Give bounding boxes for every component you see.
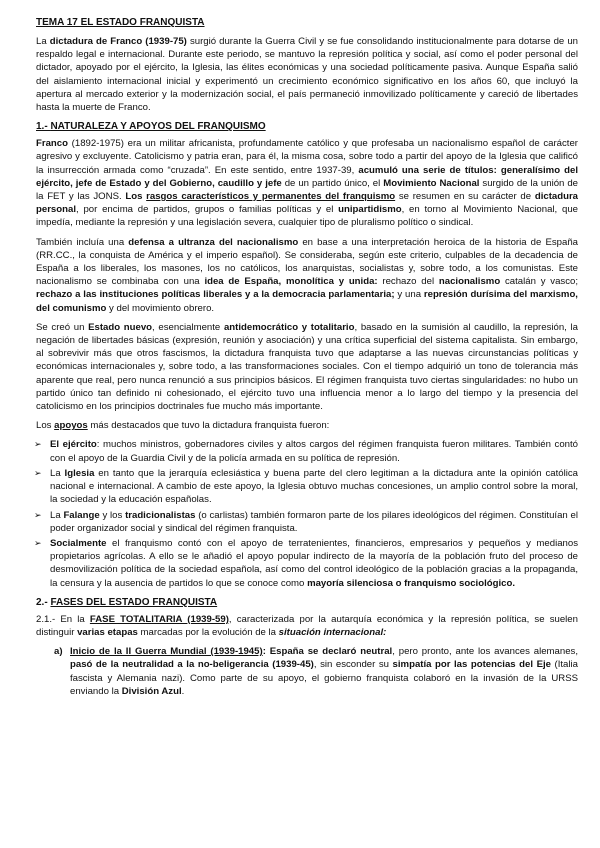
text: También incluía una bbox=[36, 236, 129, 248]
bold-text: Iglesia bbox=[64, 467, 95, 479]
bold-text: acumuló una serie de títulos: generalísimo del ejército, jefe de Estado y del Gobierno, caudillo y jefe bbox=[36, 164, 578, 189]
bold-underlined-text: rasgos característicos y permanentes del franquismo bbox=[146, 191, 396, 203]
bold-text: dictadura personal bbox=[36, 191, 579, 216]
bold-text: nacionalismo bbox=[438, 276, 501, 288]
text: rechazo del bbox=[377, 276, 439, 288]
text: , sin esconder su bbox=[313, 659, 393, 671]
bold-underlined-text: Inicio de la II Guerra Mundial (1939-1945) bbox=[70, 646, 263, 658]
list-marker: a) bbox=[54, 646, 63, 658]
arrow-bullet-icon: ➢ bbox=[34, 537, 42, 548]
text: La bbox=[50, 467, 65, 479]
text: : muchos ministros, gobernadores civiles y altos cargos del régimen franquista fueron militares. También contó con el apoyo de la Guardia Civil y de la policía armada en su política de represión. bbox=[50, 439, 578, 464]
bold-text: El ejército bbox=[50, 439, 97, 451]
text: y del movimiento obrero. bbox=[106, 302, 215, 314]
bold-text: represión durísima del marxismo, del comunismo bbox=[36, 289, 578, 314]
section-2-paragraph-1 bbox=[36, 613, 578, 639]
text: se resumen en su carácter de bbox=[395, 191, 535, 203]
text: . bbox=[181, 685, 185, 697]
text: de un partido único, el bbox=[281, 177, 384, 189]
page-title: TEMA 17 EL ESTADO FRANQUISTA bbox=[36, 17, 205, 28]
bold-text: defensa a ultranza del nacionalismo bbox=[128, 236, 299, 248]
arrow-bullet-icon: ➢ bbox=[34, 509, 42, 520]
section-1-heading bbox=[36, 120, 578, 133]
supports-list bbox=[36, 438, 578, 589]
bold-text: Franco bbox=[36, 138, 68, 150]
section-1-paragraph-4 bbox=[36, 419, 578, 432]
text: , por encima de partidos, grupos o familias políticas y el bbox=[76, 204, 339, 216]
arrow-bullet-icon: ➢ bbox=[34, 467, 42, 478]
bold-text: : España se declaró neutral bbox=[262, 646, 393, 658]
list-item bbox=[36, 438, 578, 464]
bold-underlined-text: FASE TOTALITARIA (1939-59) bbox=[89, 613, 229, 625]
text: , caracterizada por la autarquía económica y la represión política, se suelen distinguir bbox=[36, 613, 578, 638]
bold-text: simpatía por las potencias del Eje bbox=[392, 659, 551, 671]
bold-text: División Azul bbox=[121, 685, 182, 697]
section-2-heading bbox=[36, 596, 578, 609]
bold-underlined-text: apoyos bbox=[54, 420, 88, 432]
text: 2.1.- En la bbox=[36, 613, 90, 625]
text: , esencialmente bbox=[152, 321, 224, 333]
text: en tanto que la jerarquía eclesiástica y buena parte del clero legitiman a la dictadura ante la opinión católica nacional e internacional. A cambio de este apoyo, la Iglesia obtuvo muchas concesiones, un amplio control sobre la moral, la sociedad y la educación españolas. bbox=[50, 467, 578, 506]
section-1-paragraph-1 bbox=[36, 137, 578, 229]
list-item bbox=[36, 467, 578, 507]
section-title: FASES DEL ESTADO FRANQUISTA bbox=[50, 596, 218, 608]
bold-text: Falange bbox=[63, 509, 100, 521]
text: surgió durante la Guerra Civil y se fue consolidando institucionalmente para dotarse de un respaldo legal e internacional. Durante este periodo, se mantuvo la represión política y social, así como el poder personal del dictador, apoyado por el ejército, la Iglesia, las élites económicas y una sociedad políticamente pasiva. Aunque España salió del aislamiento internacional inicial y experimentó un crecimiento económico significativo en los años 60, que incluyó la apertura al mercado exterior y la modernización social, el país permaneció inmovilizado políticamente y careció de libertades hasta la muerte de Franco. bbox=[36, 36, 578, 114]
text: (1892-1975) era un militar africanista, profundamente católico y que profesaba un nacionalismo español de carácter agresivo y excluyente. Catolicismo y patria eran, para él, la misma cosa, sobre todo a partir del apoyo de la Iglesia que calificó la insurrección armada como “cruzada”. En este sentido, entre 1937-39, bbox=[36, 138, 578, 176]
text: más destacados que tuvo la dictadura franquista fueron: bbox=[87, 420, 330, 432]
arrow-bullet-icon: ➢ bbox=[34, 439, 42, 450]
bold-italic-text: situación internacional: bbox=[278, 626, 387, 638]
text: Se creó un bbox=[36, 321, 89, 333]
text: y los bbox=[99, 509, 126, 521]
bold-text: Socialmente bbox=[50, 537, 107, 549]
bold-text: antidemocrático y totalitario bbox=[223, 321, 355, 333]
bold-text: mayoría silenciosa o franquismo sociológico. bbox=[307, 577, 515, 589]
bold-text: tradicionalistas bbox=[125, 509, 196, 521]
text: Los bbox=[36, 420, 55, 432]
text: y una bbox=[394, 289, 424, 301]
text: marcadas por la evolución de la bbox=[137, 626, 279, 638]
list-item bbox=[36, 537, 578, 590]
text: el franquismo contó con el apoyo de terratenientes, financieros, empresarios y pequeños y medianos propietarios agrícolas. A ello se le añadió el apoyo popular indirecto de la mayoría de la población fruto del proceso de desmovilización política de la sociedad española, así como del control ideológico de la población gracias a la propaganda, la censura y la ausencia de partidos lo que se conoce como bbox=[50, 537, 578, 589]
subsection-a bbox=[54, 645, 578, 698]
bold-text: unipartidismo bbox=[338, 204, 402, 216]
section-1-paragraph-3 bbox=[36, 321, 578, 413]
list-item bbox=[36, 509, 578, 535]
bold-text: idea de España, monolítica y unida: bbox=[204, 276, 378, 288]
intro-paragraph bbox=[36, 35, 578, 114]
text: (Italia fascista y Alemania nazi). Como parte de su apoyo, el gobierno franquista colaboró en la invasión de la URSS enviando la bbox=[70, 659, 578, 697]
text: en base a una interpretación heroica de la historia de España (RR.CC., la conquista de América y el imperio español). Se consideraba, según este criterio, culpables de la decadencia de España a los liberales, los masones, los no católicos, los anarquistas, socialistas y, sobre todo, a los comunistas. Este nacionalismo se combinaba con una bbox=[36, 236, 578, 288]
section-title: NATURALEZA Y APOYOS DEL FRANQUISMO bbox=[50, 121, 266, 133]
bold-text: varias etapas bbox=[77, 626, 138, 638]
text: , basado en la sumisión al caudillo, la represión, la negación de libertades básicas (expresión, reunión y asociación) y una crítica superficial del sistema capitalista. Sin embargo, al sobrevivir más que otros fascismos, la dictadura franquista tuvo que adaptarse a las nuevas circunstancias políticas y económicas internacionales y, sobre todo, a las transformaciones sociales. Con el tiempo adquirió un tono de tolerancia más aparente que real, pero nunca renunció a sus principios básicos. El régimen franquista tuvo ciertas singularidades: no hubo un partido único tan definido ni cohesionado, el ejército tuvo una influencia menor a lo largo del tiempo y la presencia del catolicismo en los principios doctrinales fue mucho más importante. bbox=[36, 321, 579, 413]
bold-text: Movimiento Nacional bbox=[383, 177, 480, 189]
section-1-paragraph-2 bbox=[36, 236, 578, 315]
text: catalán y vasco; bbox=[500, 276, 578, 288]
bold-text: dictadura de Franco (1939-75) bbox=[49, 36, 187, 47]
bold-text: pasó de la neutralidad a la no-beligerancia (1939-45) bbox=[70, 659, 314, 671]
text: , en torno al Movimiento Nacional, que impedía, mediante la represión y una legislación severa, cualquier tipo de pluralismo político o sindical. bbox=[36, 204, 578, 229]
text: , pero pronto, ante los avances alemanes, bbox=[392, 646, 579, 658]
bold-text: Estado nuevo bbox=[88, 321, 153, 333]
bold-text: rechazo a las instituciones políticas liberales y a la democracia parlamentaria; bbox=[36, 289, 395, 301]
text: La bbox=[50, 509, 64, 521]
section-number: 1.- bbox=[36, 121, 51, 133]
text: (o carlistas) también formaron parte de los pilares ideológicos del régimen. Constituían el poder organizador social y sindical del régimen franquista. bbox=[50, 509, 578, 534]
text: surgido de la unión de la FET y las JONS. bbox=[36, 177, 578, 203]
bold-text: Los bbox=[125, 191, 147, 203]
section-number: 2.- bbox=[36, 596, 51, 608]
text: La bbox=[36, 36, 50, 47]
